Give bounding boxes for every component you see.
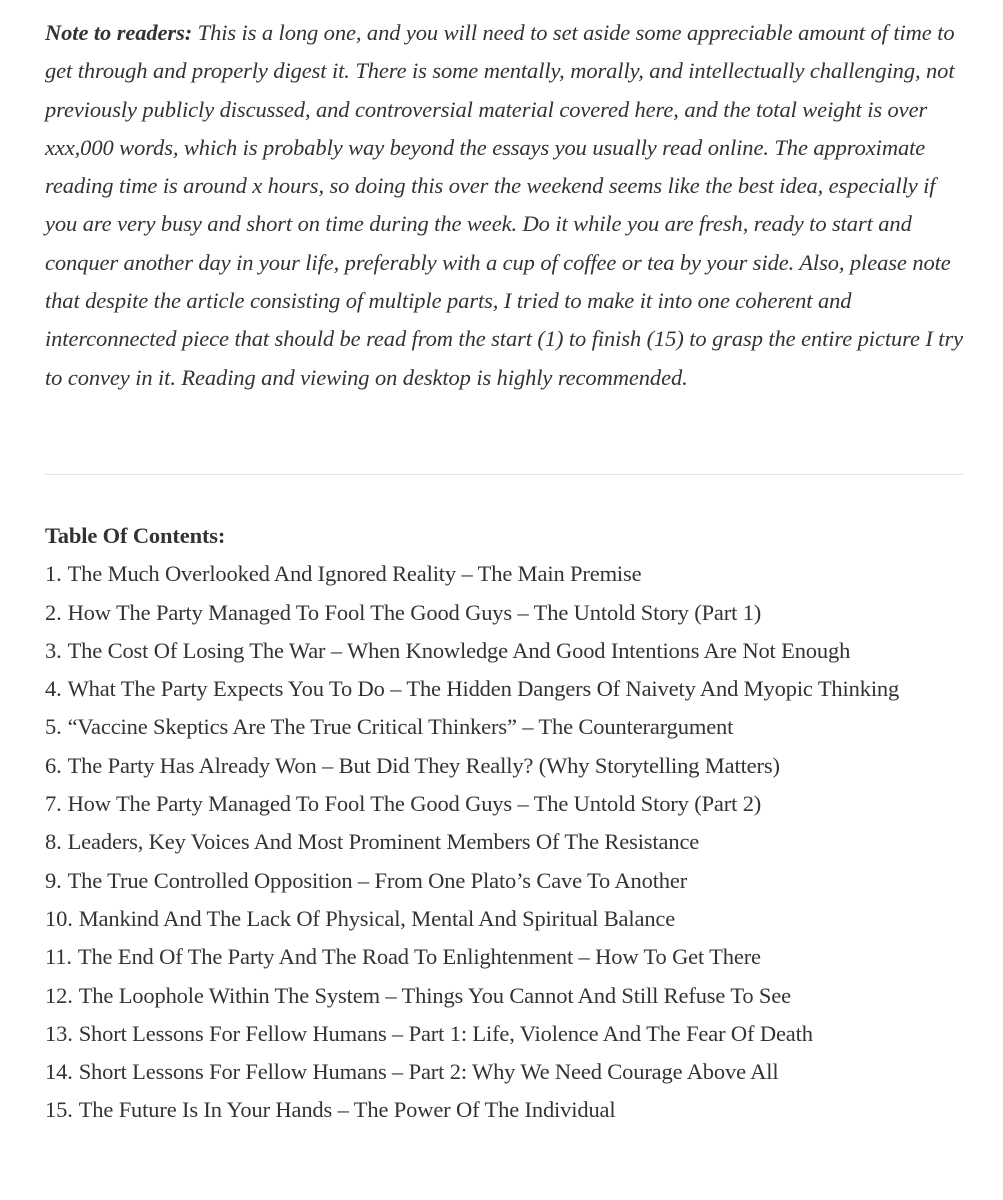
toc-item-title: The Future Is In Your Hands – The Power Of The Individual [78, 1097, 616, 1123]
toc-item-number: 12. [45, 982, 73, 1008]
toc-item-title: How The Party Managed To Fool The Good Guys – The Untold Story (Part 2) [67, 791, 762, 817]
toc-item [45, 900, 963, 938]
toc-item-number: 2. [45, 599, 62, 625]
toc-item-title: The Party Has Already Won – But Did They Really? (Why Storytelling Matters) [67, 752, 780, 778]
toc-item-title: The End Of The Party And The Road To Enlightenment – How To Get There [77, 944, 761, 970]
toc-item [45, 1053, 963, 1091]
toc-item-title: The Much Overlooked And Ignored Reality – The Main Premise [67, 561, 642, 587]
toc-item-number: 3. [45, 637, 62, 663]
toc-item-title: How The Party Managed To Fool The Good Guys – The Untold Story (Part 1) [67, 599, 762, 625]
toc-item-title: The True Controlled Opposition – From One Plato’s Cave To Another [67, 867, 688, 893]
toc-item [45, 862, 963, 900]
toc-item [45, 670, 963, 708]
toc-item-title: Short Lessons For Fellow Humans – Part 1: Life, Violence And The Fear Of Death [78, 1020, 813, 1046]
toc-item-number: 8. [45, 829, 62, 855]
toc-item-number: 5. [45, 714, 62, 740]
toc-item-title: What The Party Expects You To Do – The Hidden Dangers Of Naivety And Myopic Thinking [67, 676, 900, 702]
toc-item-title: The Cost Of Losing The War – When Knowledge And Good Intentions Are Not Enough [67, 637, 851, 663]
toc-item [45, 708, 963, 746]
toc-item [45, 823, 963, 861]
toc-item [45, 632, 963, 670]
toc-item [45, 938, 963, 976]
toc-item-number: 7. [45, 791, 62, 817]
toc-item-number: 6. [45, 752, 62, 778]
note-body: This is a long one, and you will need to set aside some appreciable amount of time to get through and properly digest it. There is some mentally, morally, and intellectually challenging, not previously publicly discussed, and controversial material covered here, and the total weight is over xxx,000 words, which is probably way beyond the essays you usually read online. The approximate reading time is around x hours, so doing this over the weekend seems like the best idea, especially if you are very busy and short on time during the week. Do it while you are fresh, ready to start and conquer another day in your life, preferably with a cup of coffee or tea by your side. Also, please note that despite the article consisting of multiple parts, I tried to make it into one coherent and interconnected piece that should be read from the start (1) to finish (15) to grasp the entire picture I try to convey in it. Reading and viewing on desktop is highly recommended. [45, 20, 963, 390]
toc-item-title: Short Lessons For Fellow Humans – Part 2: Why We Need Courage Above All [78, 1059, 779, 1085]
toc-item-title: The Loophole Within The System – Things You Cannot And Still Refuse To See [78, 982, 791, 1008]
toc-item [45, 594, 963, 632]
toc-item [45, 1091, 963, 1129]
toc-item-number: 11. [45, 944, 72, 970]
toc-item [45, 785, 963, 823]
toc-title: Table Of Contents: [45, 523, 226, 548]
toc-item-title: Leaders, Key Voices And Most Prominent Members Of The Resistance [67, 829, 700, 855]
toc-list [45, 555, 963, 1129]
note-lead: Note to readers: [45, 20, 193, 45]
toc-item [45, 747, 963, 785]
toc-item-number: 13. [45, 1020, 73, 1046]
toc-item-number: 10. [45, 905, 73, 931]
toc-item-title: “Vaccine Skeptics Are The True Critical Thinkers” – The Counterargument [67, 714, 734, 740]
toc-item-number: 14. [45, 1059, 73, 1085]
toc-item-number: 15. [45, 1097, 73, 1123]
note-to-readers [45, 14, 965, 397]
section-divider [45, 474, 963, 475]
toc-item [45, 1015, 963, 1053]
table-of-contents [45, 517, 963, 1130]
toc-item-number: 9. [45, 867, 62, 893]
toc-item-title: Mankind And The Lack Of Physical, Mental And Spiritual Balance [78, 905, 676, 931]
toc-item [45, 555, 963, 593]
toc-item [45, 977, 963, 1015]
toc-item-number: 4. [45, 676, 62, 702]
toc-item-number: 1. [45, 561, 62, 587]
